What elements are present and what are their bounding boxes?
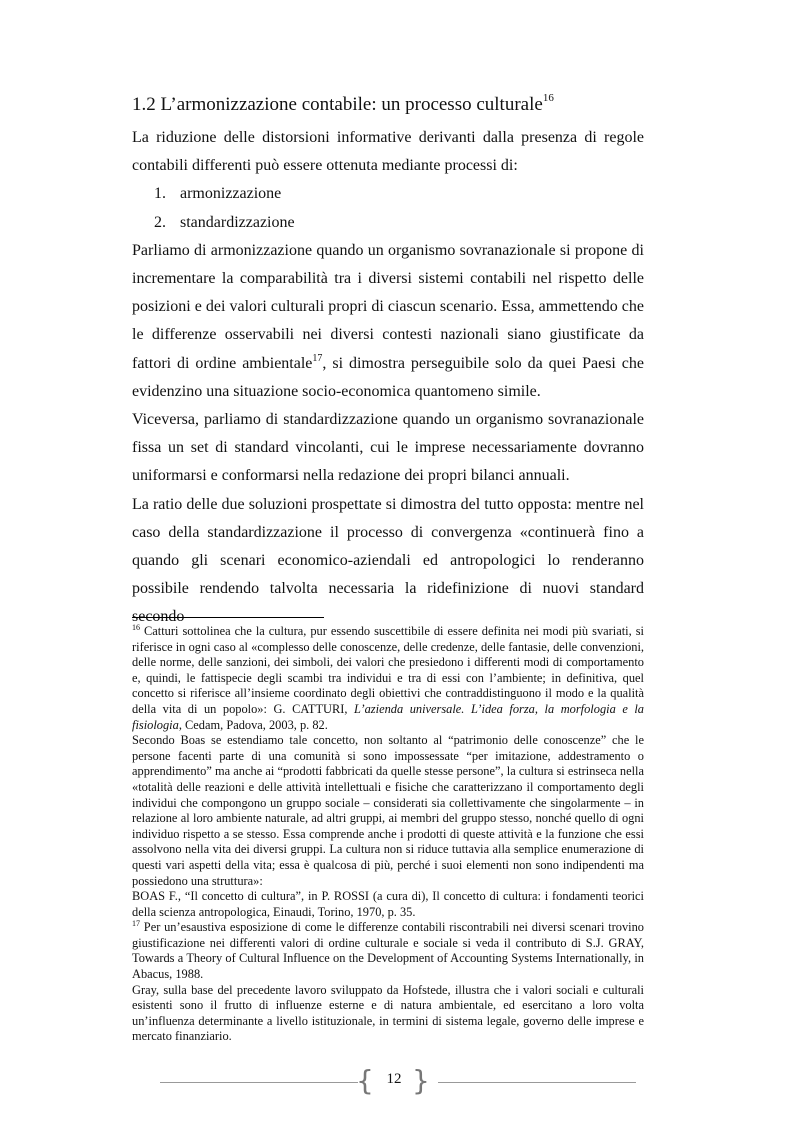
page-footer xyxy=(160,1066,636,1100)
section-number: 1.2 xyxy=(132,94,156,115)
process-list xyxy=(132,180,644,236)
body-text xyxy=(132,124,644,632)
footnote-text: , Cedam, Padova, 2003, p. 82. xyxy=(178,717,328,732)
right-brace-icon: } xyxy=(412,1064,430,1097)
footnote-16 xyxy=(132,624,644,733)
footnote-ref-16[interactable]: 16 xyxy=(542,92,554,104)
list-item xyxy=(132,209,644,237)
footnote-book-title: L’azienda universale. L’idea forza, la morfologia e la fisiologia xyxy=(132,701,645,732)
footer-line-left xyxy=(160,1082,358,1083)
section-heading xyxy=(132,92,554,118)
footnote-16-paragraph: Secondo Boas se estendiamo tale concetto, non soltanto al “patrimonio delle conoscenze” che le persone facenti parte di una comunità si sono impossessate “per imitazione, addestramento o apprendimento” ma anche ai “prodotti fabbricati da quelle stesse persone”, la cultura si estrinseca nella «totalità delle reazioni e delle attività intellettuali e fisiche che caratterizzano il comportamento degli individui che compongono un gruppo sociale – considerati sia collettivamente che singolarmente – in relazione al loro ambiente naturale, ad altri gruppi, ai membri del gruppo stesso, nonché quello di ogni individuo rispetto a se stesso. Essa comprende anche i prodotti di queste attività e la funzione che essi assolvono nella vita dei diversi gruppi. La cultura non si riduce tuttavia alla semplice enumerazione di questi vari aspetti della vita; essa è qualcosa di più, perché i suoi elementi non sono indipendenti ma possiedono una struttura»: xyxy=(132,733,644,888)
list-item-number: 2. xyxy=(154,213,166,231)
ratio-paragraph: La ratio delle due soluzioni prospettate si dimostra del tutto opposta: mentre nel caso della standardizzazione il processo di convergenza «continuerà fino a quando gli scenari economico-aziendali ed antropologici lo renderanno possibile rendendo talvolta necessaria la ridefinizione di nuovi standard secondo xyxy=(132,495,644,626)
paragraph-text: Parliamo di armonizzazione quando un organismo sovranazionale si propone di incrementare la comparabilità tra i diversi sistemi contabili nel rispetto delle posizioni e dei valori culturali propri di ciascun scenario. Essa, ammettendo che le differenze osservabili nei diversi contesti nazionali siano giustificate da fattori di ordine ambientale xyxy=(132,241,644,372)
list-item-text: standardizzazione xyxy=(180,213,295,231)
paragraph-text: , si dimostra perseguibile solo da quei Paesi che evidenzino una situazione socio-economica quantomeno simile. xyxy=(132,354,645,400)
standardizzazione-paragraph: Viceversa, parliamo di standardizzazione quando un organismo sovranazionale fissa un set di standard vincolanti, cui le imprese necessariamente dovranno uniformarsi e conformarsi nella redazione dei propri bilanci annuali. xyxy=(132,411,644,485)
footnote-text: Per un’esaustiva esposizione di come le differenze contabili riscontrabili nei diversi scenari trovino giustificazione nei differenti valori di ordine culturale e sociale si veda il contributo di S.J. GRAY, Towards a Theory of Cultural Influence on the Development of Accounting Systems Internationally, in Abacus, 1988. xyxy=(132,920,644,982)
footnote-number: 16 xyxy=(132,623,140,632)
page-number: 12 xyxy=(386,1071,402,1087)
list-item-text: armonizzazione xyxy=(180,185,282,203)
list-item xyxy=(132,180,644,208)
list-item-number: 1. xyxy=(154,185,166,203)
footnote-number: 17 xyxy=(132,919,140,929)
footnote-16-citation: BOAS F., “Il concetto di cultura”, in P. ROSSI (a cura di), Il concetto di cultura: i fondamenti teorici della scienza antropologica, Einaudi, Torino, 1970, p. 35. xyxy=(132,889,644,919)
footnote-17-paragraph: Gray, sulla base del precedente lavoro sviluppato da Hofstede, illustra che i valori sociali e culturali esistenti sono il frutto di influenze esterne e di natura ambientale, ed esercitano a loro volta un’influenza determinante a livello istituzionale, in termini di sistema legale, governo delle imprese e mercato finanziario. xyxy=(132,982,644,1044)
footnote-text: Catturi sottolinea che la cultura, pur essendo suscettibile di essere definita nei modi più svariati, si riferisce in ogni caso al «complesso delle conoscenze, delle credenze, delle fantasie, delle convenzioni, delle norme, delle sanzioni, dei simboli, dei valori che presiedono i differenti modi di comportamento e, quindi, le fattispecie degli scambi tra individui e tra di essi con l’ambiente; in definitiva, quel concetto si riferisce all’insieme coordinato degli obiettivi che contraddistinguono il modo e la qualità della vita di un popolo»: G. CATTURI, xyxy=(132,624,644,716)
section-title: L’armonizzazione contabile: un processo culturale xyxy=(160,94,543,115)
intro-paragraph: La riduzione delle distorsioni informative derivanti dalla presenza di regole contabili differenti può essere ottenuta mediante processi di: xyxy=(132,129,644,175)
armonizzazione-paragraph xyxy=(132,237,644,406)
footnote-17 xyxy=(132,920,644,982)
footnote-separator xyxy=(132,617,324,618)
left-brace-icon: { xyxy=(356,1064,374,1097)
footnote-ref-17[interactable]: 17 xyxy=(312,352,323,364)
footer-line-right xyxy=(438,1082,636,1083)
footnotes xyxy=(132,624,644,1045)
